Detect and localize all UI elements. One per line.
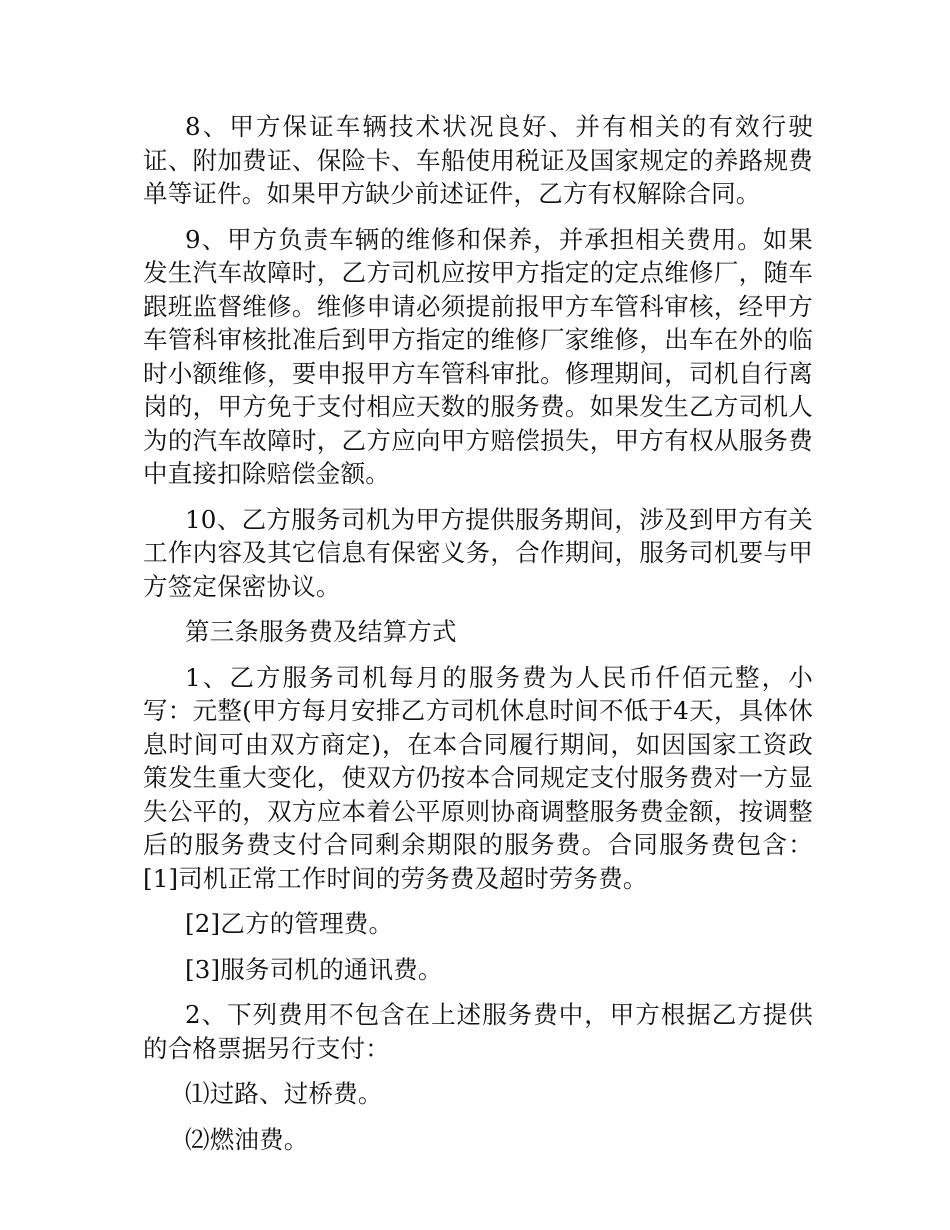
clause-9-paragraph: 9、甲方负责车辆的维修和保养，并承担相关费用。如果发生汽车故障时，乙方司机应按甲方指定的定点维修厂，随车跟班监督维修。维修申请必须提前报甲方车管科审核，经甲方车管科审核批准后到甲方指定的维修厂家维修，出车在外的临时小额维修，要申报甲方车管科审批。修理期间，司机自行离岗的，甲方免于支付相应天数的服务费。如果发生乙方司机人为的汽车故障时，乙方应向甲方赔偿损失，甲方有权从服务费中直接扣除赔偿金额。 bbox=[143, 224, 813, 488]
document-body bbox=[143, 110, 813, 1168]
excluded-fees-paragraph: 2、下列费用不包含在上述服务费中，甲方根据乙方提供的合格票据另行支付： bbox=[143, 1000, 813, 1063]
excluded-item-1: ⑴过路、过桥费。 bbox=[185, 1079, 383, 1108]
fee-item-3: [3]服务司机的通讯费。 bbox=[185, 954, 443, 984]
fee-item-2: [2]乙方的管理费。 bbox=[185, 909, 394, 938]
clause-8-paragraph: 8、甲方保证车辆技术状况良好、并有相关的有效行驶证、附加费证、保险卡、车船使用税证及国家规定的养路规费单等证件。如果甲方缺少前述证件，乙方有权解除合同。 bbox=[143, 112, 813, 208]
excluded-item-2: ⑵燃油费。 bbox=[185, 1124, 309, 1154]
section-heading: 第三条服务费及结算方式 bbox=[185, 617, 457, 646]
service-fee-paragraph: 1、乙方服务司机每月的服务费为人民币仟佰元整，小写：元整(甲方每月安排乙方司机休息时间不低于4天，具体休息时间可由双方商定)，在本合同履行期间，如因国家工资政策发生重大变化，使双方仍按本合同规定支付服务费对一方显失公平的，双方应本着公平原则协商调整服务费金额，按调整后的服务费支付合同剩余期限的服务费。合同服务费包含：[1]司机正常工作时间的劳务费及超时劳务费。 bbox=[143, 662, 813, 893]
clause-10-paragraph: 10、乙方服务司机为甲方提供服务期间，涉及到甲方有关工作内容及其它信息有保密义务，合作期间，服务司机要与甲方签定保密协议。 bbox=[143, 504, 813, 601]
